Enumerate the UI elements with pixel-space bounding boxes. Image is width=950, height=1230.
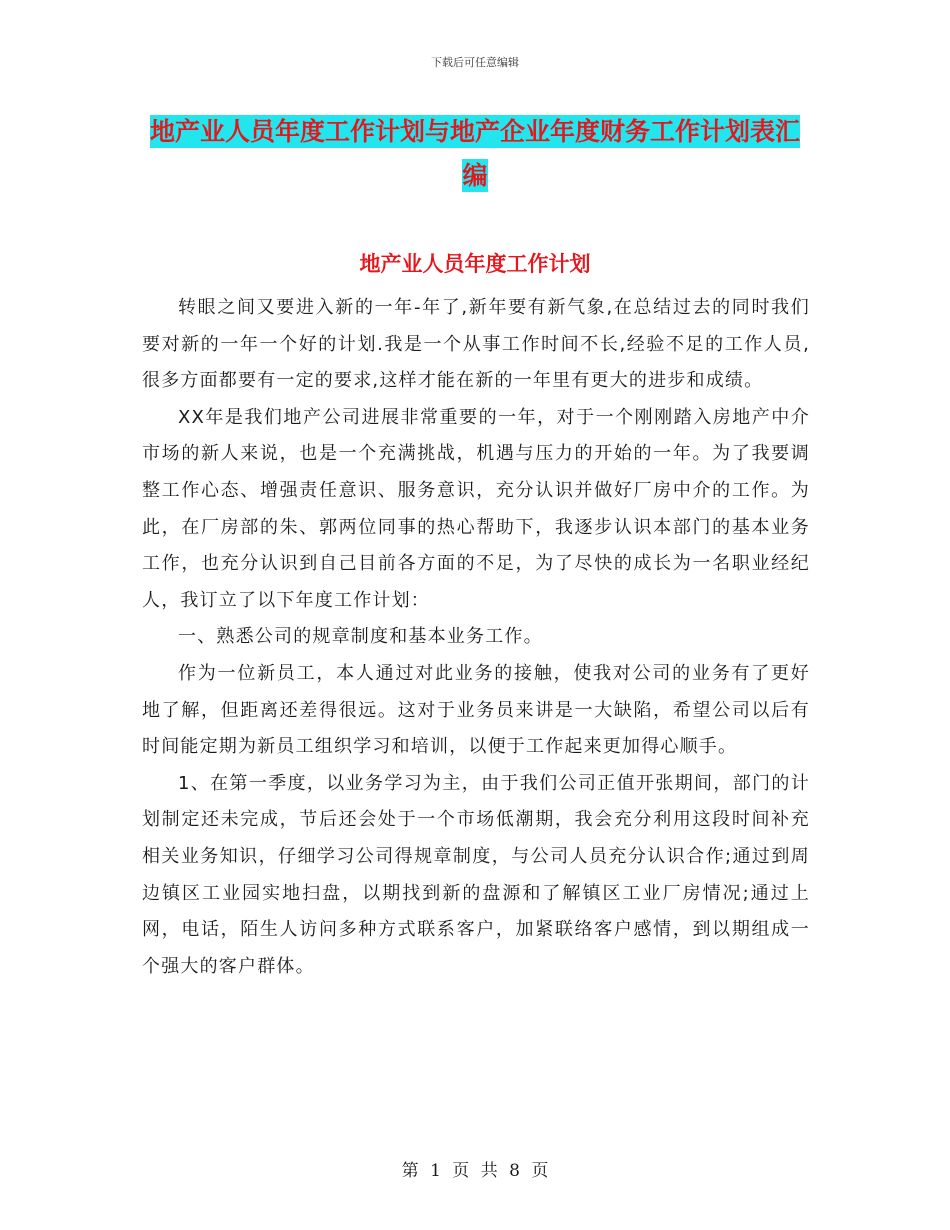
body-text bbox=[142, 290, 810, 985]
paragraph: 一、熟悉公司的规章制度和基本业务工作。 bbox=[178, 626, 543, 648]
paragraph: XX年是我们地产公司进展非常重要的一年，对于一个刚刚踏入房地产中介市场的新人来说，也是一个充满挑战，机遇与压力的开始的一年。为了我要调整工作心态、增强责任意识、服务意识，充分认识并做好厂房中介的工作。为此，在厂房部的朱、郭两位同事的热心帮助下，我逐步认识本部门的基本业务工作，也充分认识到自己目前各方面的不足，为了尽快的成长为一名职业经纪人，我订立了以下年度工作计划： bbox=[142, 406, 810, 611]
section-title: 地产业人员年度工作计划 bbox=[359, 252, 591, 276]
page-footer: 第 1 页 共 8 页 bbox=[401, 1161, 549, 1181]
document-title-text: 地产业人员年度工作计划与地产企业年度财务工作计划表汇编 bbox=[149, 117, 800, 190]
header-note: 下载后可任意编辑 bbox=[431, 56, 519, 69]
paragraph: 作为一位新员工，本人通过对此业务的接触，使我对公司的业务有了更好地了解，但距离还差得很远。这对于业务员来讲是一大缺陷，希望公司以后有时间能定期为新员工组织学习和培训，以便于工作起来更加得心顺手。 bbox=[142, 662, 810, 758]
paragraph: 转眼之间又要进入新的一年-年了,新年要有新气象,在总结过去的同时我们要对新的一年一个好的计划.我是一个从事工作时间不长,经验不足的工作人员,很多方面都要有一定的要求,这样才能在新的一年里有更大的进步和成绩。 bbox=[142, 297, 810, 392]
document-title bbox=[140, 110, 810, 198]
paragraph: 1、在第一季度，以业务学习为主，由于我们公司正值开张期间，部门的计划制定还未完成，节后还会处于一个市场低潮期，我会充分利用这段时间补充相关业务知识，仔细学习公司得规章制度，与公司人员充分认识合作;通过到周边镇区工业园实地扫盘，以期找到新的盘源和了解镇区工业厂房情况;通过上网，电话，陌生人访问多种方式联系客户，加紧联络客户感情，到以期组成一个强大的客户群体。 bbox=[142, 772, 810, 977]
